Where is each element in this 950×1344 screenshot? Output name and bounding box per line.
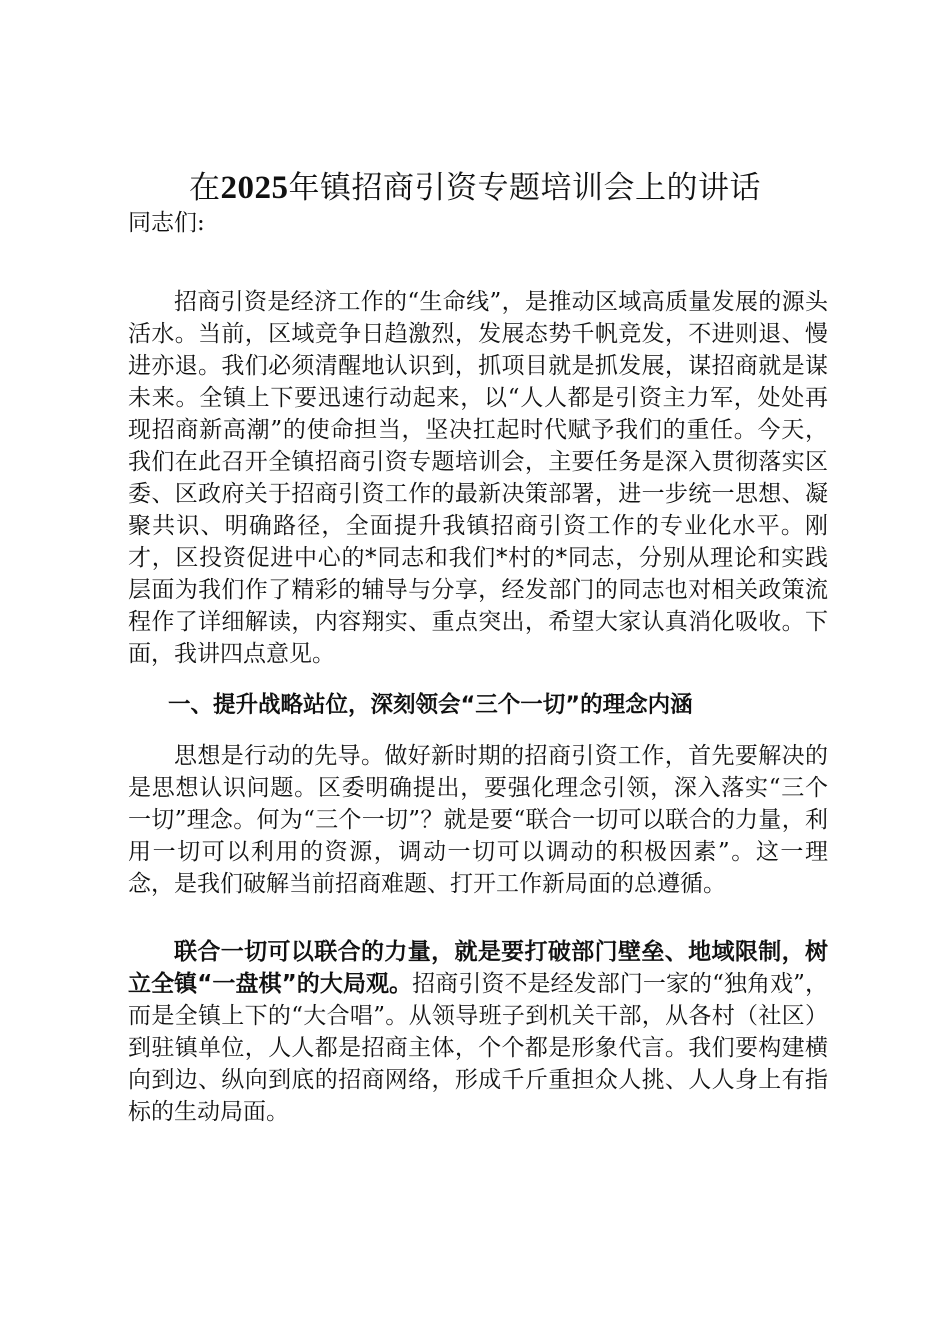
title-suffix: 年镇招商引资专题培训会上的讲话 xyxy=(288,170,761,206)
point-1-lead: 联合一切可以联合的力量，就是要打破部门壁垒、地域限制，树立全镇“一盘棋”的大局观。 xyxy=(128,939,828,997)
section-1-paragraph: 思想是行动的先导。做好新时期的招商引资工作，首先要解决的是思想认识问题。区委明确提出，要强化理念引领，深入落实“三个一切”理念。何为“三个一切”？就是要“联合一切可以联合的力量，利用一切可以利用的资源，调动一切可以调动的积极因素”。这一理念，是我们破解当前招商难题、打开工作新局面的总遵循。 xyxy=(128,743,828,897)
title-prefix: 在 xyxy=(189,170,221,206)
title-year: 2025 xyxy=(220,170,289,206)
salutation: 同志们: xyxy=(128,210,205,236)
point-1-paragraph xyxy=(128,936,828,1128)
intro-paragraph: 招商引资是经济工作的“生命线”，是推动区域高质量发展的源头活水。当前，区域竞争日趋激烈，发展态势千帆竞发，不进则退、慢进亦退。我们必须清醒地认识到，抓项目就是抓发展，谋招商就是谋未来。全镇上下要迅速行动起来，以“人人都是引资主力军，处处再现招商新高潮”的使命担当，坚决扛起时代赋予我们的重任。今天，我们在此召开全镇招商引资专题培训会，主要任务是深入贯彻落实区委、区政府关于招商引资工作的最新决策部署，进一步统一思想、凝聚共识、明确路径，全面提升我镇招商引资工作的专业化水平。刚才，区投资促进中心的*同志和我们*村的*同志，分别从理论和实践层面为我们作了精彩的辅导与分享，经发部门的同志也对相关政策流程作了详细解读，内容翔实、重点突出，希望大家认真消化吸收。下面，我讲四点意见。 xyxy=(128,289,828,667)
section-heading-1: 一、提升战略站位，深刻领会“三个一切”的理念内涵 xyxy=(168,692,693,718)
point-1-body: 招商引资不是经发部门一家的“独角戏”，而是全镇上下的“大合唱”。从领导班子到机关干部，从各村（社区）到驻镇单位，人人都是招商主体，个个都是形象代言。我们要构建横向到边、纵向到底的招商网络，形成千斤重担众人挑、人人身上有指标的生动局面。 xyxy=(128,971,828,1125)
